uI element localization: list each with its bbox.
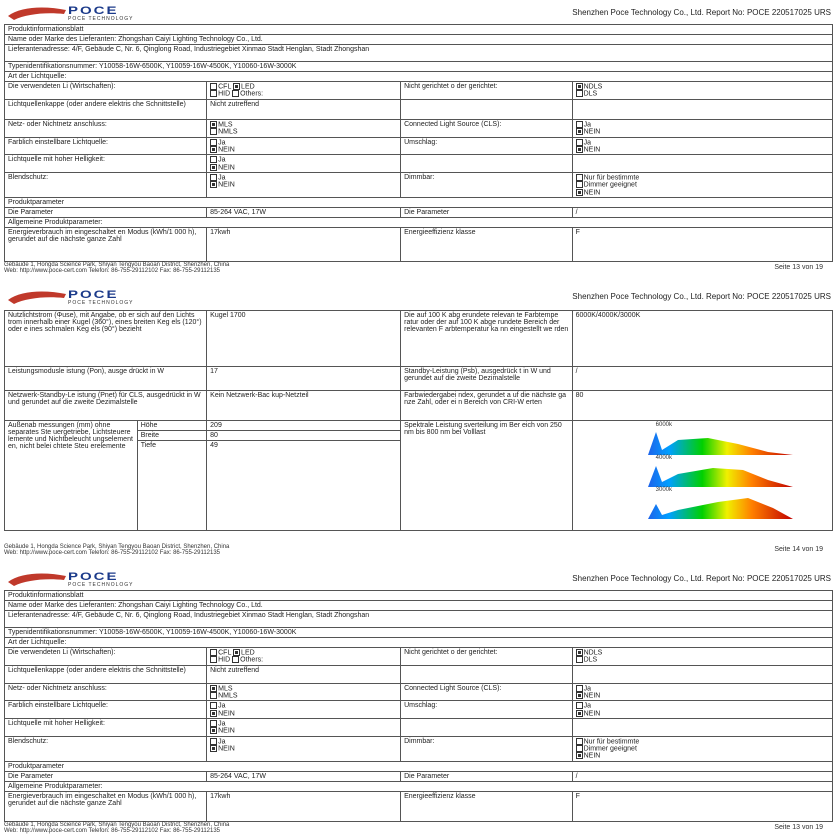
- checkbox: [210, 727, 217, 734]
- report-header: Shenzhen Poce Technology Co., Ltd. Report No: POCE 220517025 URS: [572, 8, 831, 17]
- checkbox: [576, 685, 583, 692]
- report-page-1: [0, 0, 837, 274]
- checkbox: [210, 656, 217, 663]
- checkbox-others: [232, 90, 239, 97]
- spectrum-4000k: [618, 460, 798, 488]
- page-header: POCE POCE TECHNOLOGY Shenzhen Poce Technology Co., Ltd. Report No: POCE 220517025 URS: [0, 284, 837, 308]
- page-footer: Gebäude 1, Hongda Science Park, Shiyan Tengyou Baoan District, Shenzhen, China Web: http://www.poce-cert.com Telefon: 86-755-29112102 Fax: 86-755-29112135 Seite 14 von 19: [4, 544, 823, 556]
- product-info-table: Produktinformationsblatt Name oder Marke des Lieferanten: Zhongshan Caiyi Lighting Technology Co., Ltd. Lieferantenadresse: 4/F, Gebäude C, Nr. 6, Qinglong Road, Industriegebiet Xinmao Stadt Henglan, Stadt Zhongshan Typenidentifikationsnummer: Y10058-16W-6500K, Y10059-16W-4500K, Y10060-16W-3000K Art der Lichtquelle: Die verwendeten Li (Wirtschaften): CFL LED HID Others: Nicht gerichtet o der gerichtet: NDLS DLS Lichtquellenkappe (oder andere elektris che Schnittstelle) Nicht zutreffend Netz- oder Nichtnetz anschluss: MLS NMLS Connected Light Source (CLS): Ja NEIN Farblich einstellbare Lichtquelle: Ja NEIN Umschlag: Ja NEIN Lichtquelle mit hoher Helligkeit: Ja NEIN Blendschutz: Ja NEIN Dimmbar: Nur für bestimmte Dimmer geeignet NEIN Produktparameter Die Parameter 85-264 VAC, 17W Die Parameter / Allgemeine Produktparameter: Energieverbrauch im eingeschaltet en Modus (kWh/1 000 h), gerundet auf die nächste ganze Zahl 17kwh Energieeffizienz klasse F: [4, 24, 833, 262]
- checkbox: [576, 692, 583, 699]
- checkbox: [210, 738, 217, 745]
- page-header: [0, 0, 837, 24]
- page-header: POCE POCE TECHNOLOGY Shenzhen Poce Technology Co., Ltd. Report No: POCE 220517025 URS: [0, 566, 837, 590]
- checkbox: [210, 702, 217, 709]
- checkbox: [210, 156, 217, 163]
- spectrum-6000k: [618, 428, 798, 456]
- checkbox: [210, 710, 217, 717]
- checkbox: [576, 649, 583, 656]
- checkbox: [576, 128, 583, 135]
- page-footer: Gebäude 1, Hongda Science Park, Shiyan Tengyou Baoan District, Shenzhen, China Web: http://www.poce-cert.com Telefon: 86-755-29112102 Fax: 86-755-29112135 Seite 13 von 19: [4, 822, 823, 834]
- poce-logo: POCE POCE TECHNOLOGY: [6, 570, 166, 588]
- checkbox: [576, 710, 583, 717]
- checkbox: [210, 121, 217, 128]
- checkbox-cfl: [210, 83, 217, 90]
- poce-logo: POCE POCE TECHNOLOGY: [6, 4, 166, 22]
- checkbox: [576, 174, 583, 181]
- checkbox: [576, 83, 583, 90]
- checkbox: [233, 649, 240, 656]
- checkbox: [210, 139, 217, 146]
- spectral-distribution-charts: 6000k 4000k 3000k: [576, 422, 826, 518]
- checkbox: [576, 121, 583, 128]
- checkbox: [210, 128, 217, 135]
- checkbox: [576, 139, 583, 146]
- checkbox: [576, 745, 583, 752]
- checkbox: [210, 720, 217, 727]
- checkbox: [576, 181, 583, 188]
- poce-logo: POCE POCE TECHNOLOGY: [6, 288, 166, 306]
- checkbox: [210, 692, 217, 699]
- checkbox: [210, 164, 217, 171]
- checkbox: [210, 685, 217, 692]
- checkbox: [210, 174, 217, 181]
- page-footer: Gebäude 1, Hongda Science Park, Shiyan Tengyou Baoan District, Shenzhen, China Web: http://www.poce-cert.com Telefon: 86-755-29112102 Fax: 86-755-29112135 Seite 13 von 19: [4, 262, 823, 274]
- checkbox-hid: [210, 90, 217, 97]
- checkbox: [210, 181, 217, 188]
- checkbox: [576, 738, 583, 745]
- checkbox: [210, 649, 217, 656]
- checkbox: [576, 189, 583, 196]
- product-params-table: Nutzlichtstrom (Φuse), mit Angabe, ob er sich auf den Lichts trom innerhalb einer Kugel (360°), eines breiten Keg els (120°) oder e ines schmalen Keg els (90°) bezieht Kugel 1700 Die auf 100 K abg erundete relevan te Farbtempe ratur oder der auf 100 K abge rundete Bereich der relevanten F arbtemperatur ka nn eingestellt we rden 6000K/4000K/3000K Leistungsmodusle istung (Pon), ausge drückt in W 17 Standby-Leistung (Psb), ausgedrück t in W und gerundet auf die zweite Dezimalstelle / Netzwerk-Standby-Le istung (Pnet) für CLS, ausgedrückt in W und gerundet auf die zweite Dezimalstelle Kein Netzwerk-Bac kup-Netzteil Farbwiedergabei ndex, gerundet a uf die nächste ga nze Zahl, oder ei n Bereich von CRI-W erten 80 Außenab messungen (mm) ohne separates Ste uergetriebe, Lichtsteuere lemente und Nichtbeleucht ungselement en, nicht belei chtete Steu erelemente Höhe Breite Tiefe 209 80 49 Spektrale Leistung sverteilung im Ber eich von 250 nm bis 800 nm bei Volllast 6000k 4000k 3000k: [4, 310, 833, 531]
- report-page-2: [0, 284, 837, 556]
- product-info-table: Produktinformationsblatt Name oder Marke des Lieferanten: Zhongshan Caiyi Lighting Technology Co., Ltd. Lieferantenadresse: 4/F, Gebäude C, Nr. 6, Qinglong Road, Industriegebiet Xinmao Stadt Henglan, Stadt Zhongshan Typenidentifikationsnummer: Y10058-16W-6500K, Y10059-16W-4500K, Y10060-16W-3000K Art der Lichtquelle: Die verwendeten Li (Wirtschaften): CFL LED HID Others: Nicht gerichtet o der gerichtet: NDLS DLS Lichtquellenkappe (oder andere elektris che Schnittstelle) Nicht zutreffend Netz- oder Nichtnetz anschluss: MLS NMLS Connected Light Source (CLS): Ja NEIN Farblich einstellbare Lichtquelle: Ja NEIN Umschlag: Ja NEIN Lichtquelle mit hoher Helligkeit: Ja NEIN Blendschutz: Ja NEIN Dimmbar: Nur für bestimmte Dimmer geeignet NEIN Produktparameter Die Parameter 85-264 VAC, 17W Die Parameter / Allgemeine Produktparameter: Energieverbrauch im eingeschaltet en Modus (kWh/1 000 h), gerundet auf die nächste ganze Zahl 17kwh Energieeffizienz klasse F: [4, 590, 833, 822]
- checkbox: [576, 146, 583, 153]
- sheet-title: Produktinformationsblatt: [5, 25, 833, 35]
- checkbox: [210, 146, 217, 153]
- checkbox: [210, 745, 217, 752]
- checkbox: [232, 656, 239, 663]
- checkbox: [576, 656, 583, 663]
- checkbox-led: [233, 83, 240, 90]
- spectrum-3000k: [618, 492, 798, 520]
- checkbox: [576, 90, 583, 97]
- checkbox: [576, 752, 583, 759]
- report-page-3: [0, 566, 837, 834]
- checkbox: [576, 702, 583, 709]
